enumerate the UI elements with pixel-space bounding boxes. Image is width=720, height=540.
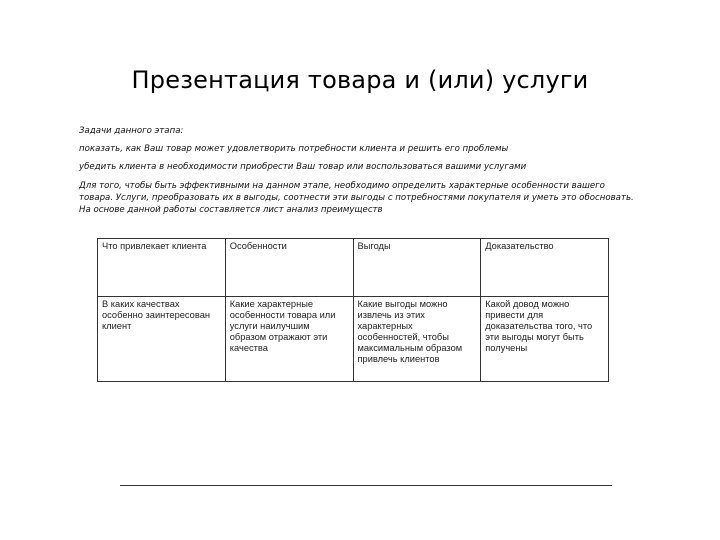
table-cell: Какие выгоды можно извлечь из этих характерных особенностей, чтобы максимальным образом привлечь клиентов bbox=[353, 297, 481, 382]
task-item-1: показать, как Ваш товар может удовлетворить потребности клиента и решить его проблемы bbox=[79, 144, 509, 154]
table-header-cell: Особенности bbox=[225, 239, 353, 297]
slide-title: Презентация товара и (или) услуги bbox=[131, 66, 589, 94]
table-header-cell: Выгоды bbox=[353, 239, 481, 297]
table-header-row bbox=[98, 239, 609, 297]
table-cell: Какой довод можно привести для доказательства того, что эти выгоды могут быть получены bbox=[481, 297, 609, 382]
explanation-paragraph: Для того, чтобы быть эффективными на данном этапе, необходимо определить характерные особенности вашего товара. Услуги, преобразовать их в выгоды, соотнести эти выгоды с потребностями покупателя и уметь это обосновать. На основе данной работы составляется лист анализ преимуществ bbox=[79, 181, 634, 215]
table-cell: В каких качествах особенно заинтересован клиент bbox=[98, 297, 226, 382]
benefits-analysis-table bbox=[97, 238, 609, 382]
table-header-cell: Доказательство bbox=[481, 239, 609, 297]
table-cell: Какие характерные особенности товара или услуги наилучшим образом отражают эти качества bbox=[225, 297, 353, 382]
task-item-2: убедить клиента в необходимости приобрести Ваш товар или воспользоваться вашими услугами bbox=[79, 162, 527, 172]
table-row bbox=[98, 297, 609, 382]
tasks-heading: Задачи данного этапа: bbox=[79, 126, 184, 136]
table-header-cell: Что привлекает клиента bbox=[98, 239, 226, 297]
divider-line bbox=[120, 485, 612, 486]
